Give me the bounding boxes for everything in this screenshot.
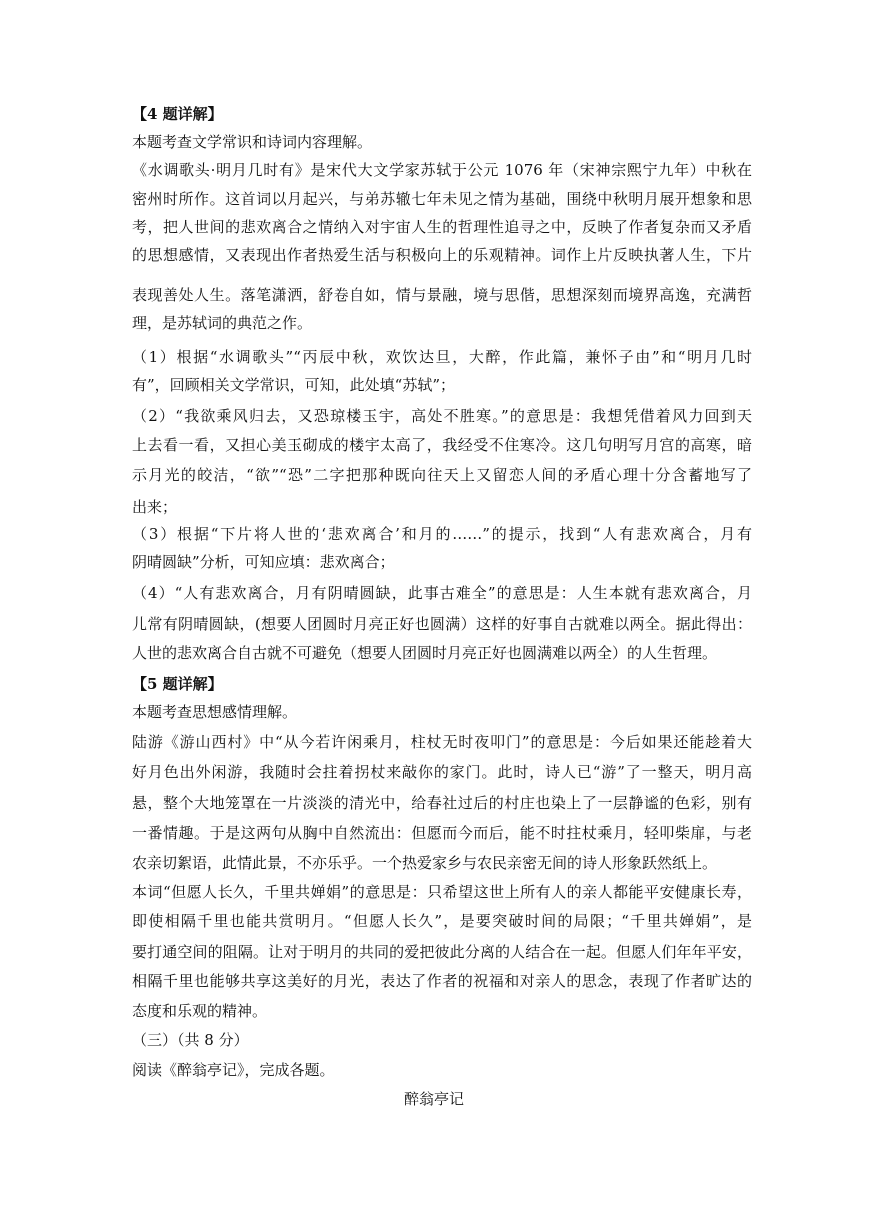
text-line: 密州时所作。这首词以月起兴，与弟苏辙七年未见之情为基础，围绕中秋明月展开想象和思 xyxy=(132,190,752,208)
text-line: 儿常有阴晴圆缺，(想要人团圆时月亮正好也圆满）这样的好事自古就难以两全。据此得出： xyxy=(132,615,752,633)
text-line: 本词“但愿人长久，千里共婵娟”的意思是：只希望这世上所有人的亲人都能平安健康长寿， xyxy=(132,883,752,901)
text-line: 本题考查思想感情理解。 xyxy=(132,703,298,721)
text-line: 态度和乐观的精神。 xyxy=(132,1002,268,1020)
text-line: 本题考查文学常识和诗词内容理解。 xyxy=(132,133,373,151)
passage-title: 醉翁亭记 xyxy=(403,1090,464,1108)
text-line: 出来； xyxy=(132,498,178,516)
text-line: 要打通空间的阻隔。让对于明月的共同的爱把彼此分离的人结合在一起。但愿人们年年平安， xyxy=(132,943,752,961)
text-line: 农亲切絮语，此情此景，不亦乐乎。一个热爱家乡与农民亲密无间的诗人形象跃然纸上。 xyxy=(132,854,718,872)
text-line: 好月色出外闲游，我随时会拄着拐杖来敲你的家门。此时，诗人已“游”了一整天，明月高 xyxy=(132,763,752,781)
heading-q4-explanation: 【4 题详解】 xyxy=(132,105,223,123)
text-line: 表现善处人生。落笔潇洒，舒卷自如，情与景融，境与思偕，思想深刻而境界高逸，充满哲 xyxy=(132,286,752,304)
text-line: 考，把人世间的悲欢离合之情纳入对宇宙人生的哲理性追寻之中，反映了作者复杂而又矛盾 xyxy=(132,218,752,236)
text-line: 上去看一看，又担心美玉砌成的楼宇太高了，我经受不住寒冷。这几句明写月宫的高寒，暗 xyxy=(132,436,752,454)
section-three-label: （三）（共 8 分） xyxy=(132,1031,249,1049)
text-line: 有”，回顾相关文学常识，可知，此处填“苏轼”； xyxy=(132,376,456,394)
text-line: （1）根据“水调歌头”“丙辰中秋，欢饮达旦，大醉，作此篇，兼怀子由”和“明月几时 xyxy=(132,348,752,366)
text-line: 阴晴圆缺”分析，可知应填：悲欢离合； xyxy=(132,553,395,571)
text-line: 《水调歌头·明月几时有》是宋代大文学家苏轼于公元 1076 年（宋神宗熙宁九年）中秋在 xyxy=(132,161,752,179)
text-line: 陆游《游山西村》中“从今若许闲乘月，柱杖无时夜叩门”的意思是：今后如果还能趁着大 xyxy=(132,733,752,751)
text-line: （2）“我欲乘风归去，又恐琼楼玉宇，高处不胜寒。”的意思是：我想凭借着风力回到天 xyxy=(132,407,752,425)
text-line: 相隔千里也能够共享这美好的月光，表达了作者的祝福和对亲人的思念，表现了作者旷达的 xyxy=(132,972,752,990)
reading-instruction: 阅读《醉翁亭记》，完成各题。 xyxy=(132,1061,335,1079)
text-line: 即使相隔千里也能共赏明月。“但愿人长久”，是要突破时间的局限；“千里共婵娟”，是 xyxy=(132,912,752,930)
text-line: （4）“人有悲欢离合，月有阴晴圆缺，此事古难全”的意思是：人生本就有悲欢离合，月 xyxy=(132,584,752,602)
text-line: 理，是苏轼词的典范之作。 xyxy=(132,314,313,332)
text-line: 示月光的皎洁，“欲”“恐”二字把那种既向往天上又留恋人间的矛盾心理十分含蓄地写了 xyxy=(132,466,752,484)
text-line: 人世的悲欢离合自古就不可避免（想要人团圆时月亮正好也圆满难以两全）的人生哲理。 xyxy=(132,644,718,662)
text-line: 的思想感情，又表现出作者热爱生活与积极向上的乐观精神。词作上片反映执著人生，下片 xyxy=(132,246,752,264)
text-line: 一番情趣。于是这两句从胸中自然流出：但愿而今而后，能不时拄杖乘月，轻叩柴扉，与老 xyxy=(132,824,752,842)
heading-q5-explanation: 【5 题详解】 xyxy=(132,675,223,693)
text-line: 悬，整个大地笼罩在一片淡淡的清光中，给春社过后的村庄也染上了一层静谧的色彩，别有 xyxy=(132,794,752,812)
text-line: （3）根据“下片将人世的‘悲欢离合’和月的……”的提示，找到“人有悲欢离合，月有 xyxy=(132,525,752,543)
